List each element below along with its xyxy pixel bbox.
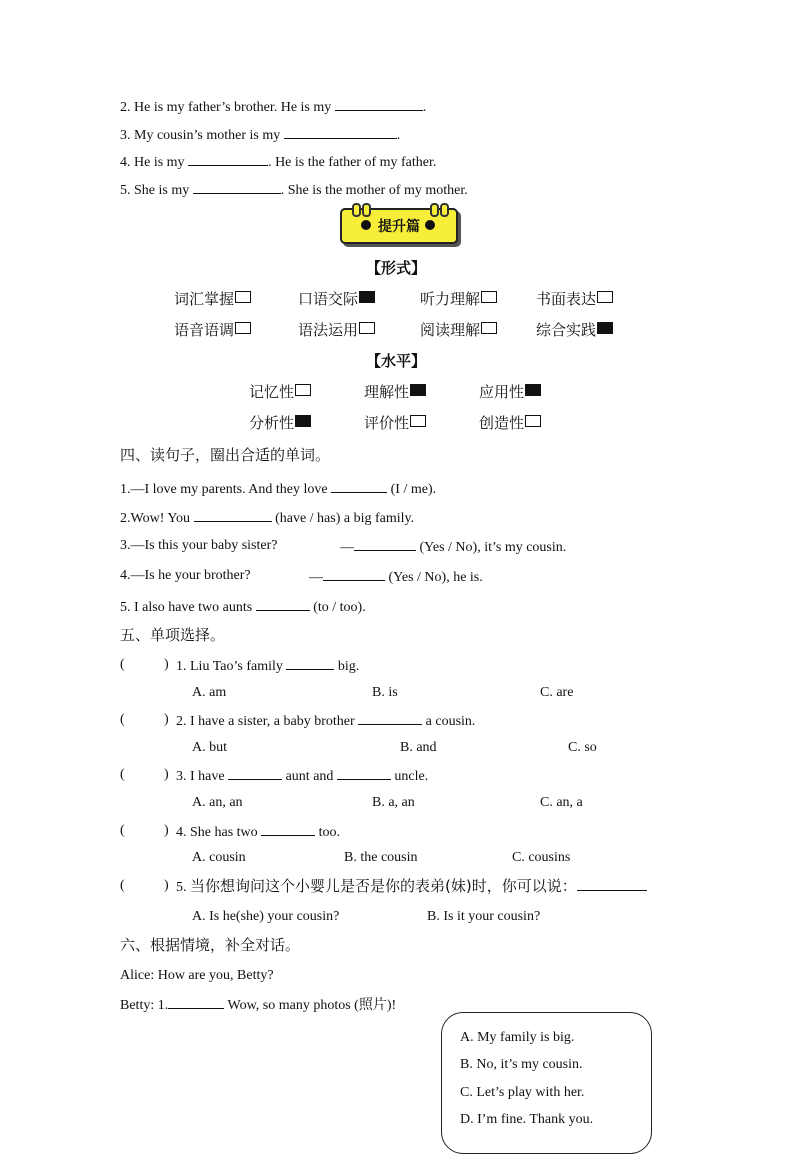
q3-blank[interactable]	[284, 125, 397, 139]
s5-q3-option-c[interactable]: C. an, a	[540, 795, 583, 810]
s5-q2-blank[interactable]	[358, 711, 422, 725]
dialogue-line-1: Alice: How are you, Betty?	[120, 968, 274, 983]
checkbox[interactable]	[597, 291, 613, 303]
q4-blank[interactable]	[188, 152, 268, 166]
checkbox[interactable]	[410, 415, 426, 427]
s5-q2-option-a[interactable]: A. but	[192, 740, 227, 755]
s4-question-1: 1.—I love my parents. And they love (I / me).	[120, 479, 436, 499]
checkbox[interactable]	[597, 322, 613, 334]
dialogue-option-c: C. Let’s play with her.	[460, 1085, 585, 1100]
s4-q5-blank[interactable]	[256, 597, 310, 611]
q5-tail: . She is the mother of my mother.	[280, 183, 468, 198]
checkbox[interactable]	[525, 415, 541, 427]
section-5-title: 五、单项选择。	[120, 626, 226, 644]
answer-paren-open[interactable]: (	[120, 823, 125, 838]
answer-paren-close: )	[164, 657, 169, 672]
dialogue-option-a: A. My family is big.	[460, 1030, 575, 1045]
answer-paren-open[interactable]: (	[120, 878, 125, 893]
checkbox[interactable]	[359, 291, 375, 303]
answer-paren-close: )	[164, 767, 169, 782]
form-item-grammar: 语法运用	[298, 321, 375, 339]
q3-tail: .	[396, 128, 401, 143]
form-heading: 【形式】	[366, 259, 427, 277]
s5-q2-option-c[interactable]: C. so	[568, 740, 597, 755]
level-item-creation: 创造性	[479, 414, 541, 432]
checkbox[interactable]	[525, 384, 541, 396]
question-3-line	[120, 125, 400, 145]
s5-question-3: 3. I have aunt and uncle.	[176, 766, 428, 786]
form-item-practice: 综合实践	[536, 321, 613, 339]
dialogue-blank-1[interactable]	[168, 995, 224, 1009]
form-item-pronunciation: 语音语调	[174, 321, 251, 339]
s4-q4-blank[interactable]	[323, 567, 385, 581]
s5-question-2: 2. I have a sister, a baby brother a cousin.	[176, 711, 475, 731]
s4-question-5: 5. I also have two aunts (to / too).	[120, 597, 366, 617]
q4-tail: . He is the father of my father.	[268, 155, 437, 170]
level-heading: 【水平】	[366, 352, 427, 370]
s5-question-5: 5. 当你想询问这个小婴儿是否是你的表弟(妹)时，你可以说：	[176, 877, 647, 897]
s4-question-2: 2.Wow! You (have / has) a big family.	[120, 508, 414, 528]
answer-paren-close: )	[164, 878, 169, 893]
q3-text: 3. My cousin’s mother is my	[120, 128, 281, 143]
q5-blank[interactable]	[193, 180, 281, 194]
answer-paren-open[interactable]: (	[120, 657, 125, 672]
s5-q5-blank[interactable]	[577, 877, 647, 891]
level-item-application: 应用性	[479, 383, 541, 401]
checkbox[interactable]	[235, 322, 251, 334]
checkbox[interactable]	[481, 322, 497, 334]
section-4-title: 四、读句子，圈出合适的单词。	[120, 446, 331, 464]
section-badge	[340, 208, 458, 244]
s5-q4-blank[interactable]	[261, 822, 315, 836]
checkbox[interactable]	[235, 291, 251, 303]
answer-paren-open[interactable]: (	[120, 712, 125, 727]
s4-question-4-answer: — (Yes / No), he is.	[309, 567, 483, 587]
s5-q4-option-c[interactable]: C. cousins	[512, 850, 571, 865]
s5-q1-option-b[interactable]: B. is	[372, 685, 398, 700]
form-item-vocabulary: 词汇掌握	[174, 290, 251, 308]
s4-q3-blank[interactable]	[354, 537, 416, 551]
q5-text: 5. She is my	[120, 183, 190, 198]
question-4-line	[120, 152, 436, 172]
form-item-writing: 书面表达	[536, 290, 613, 308]
level-item-analysis: 分析性	[249, 414, 311, 432]
section-6-title: 六、根据情境，补全对话。	[120, 936, 301, 954]
s5-q3-blank-2[interactable]	[337, 766, 391, 780]
s4-q1-blank[interactable]	[331, 479, 387, 493]
s5-q5-option-b[interactable]: B. Is it your cousin?	[427, 909, 541, 924]
s4-q2-blank[interactable]	[194, 508, 272, 522]
s5-q3-option-b[interactable]: B. a, an	[372, 795, 415, 810]
s5-q3-option-a[interactable]: A. an, an	[192, 795, 243, 810]
binder-ring-icon	[352, 203, 361, 217]
level-item-evaluation: 评价性	[364, 414, 426, 432]
level-item-understanding: 理解性	[364, 383, 426, 401]
s5-q3-blank-1[interactable]	[228, 766, 282, 780]
answer-paren-close: )	[164, 712, 169, 727]
binder-ring-icon	[440, 203, 449, 217]
form-item-reading: 阅读理解	[420, 321, 497, 339]
binder-ring-icon	[362, 203, 371, 217]
s5-q1-blank[interactable]	[286, 656, 334, 670]
question-2-line	[120, 97, 426, 117]
form-item-listening: 听力理解	[420, 290, 497, 308]
s5-q4-option-a[interactable]: A. cousin	[192, 850, 246, 865]
checkbox[interactable]	[359, 322, 375, 334]
s5-question-4: 4. She has two too.	[176, 822, 340, 842]
options-box	[441, 1012, 652, 1154]
s5-q5-option-a[interactable]: A. Is he(she) your cousin?	[192, 909, 340, 924]
answer-paren-close: )	[164, 823, 169, 838]
badge-label: 提升篇	[378, 219, 420, 235]
s5-q2-option-b[interactable]: B. and	[400, 740, 437, 755]
binder-ring-icon	[430, 203, 439, 217]
checkbox[interactable]	[481, 291, 497, 303]
level-item-memory: 记忆性	[249, 383, 311, 401]
dialogue-option-b: B. No, it’s my cousin.	[460, 1057, 583, 1072]
s4-question-4: 4.—Is he your brother?	[120, 568, 251, 583]
q4-text: 4. He is my	[120, 155, 185, 170]
q2-tail: .	[422, 100, 427, 115]
answer-paren-open[interactable]: (	[120, 767, 125, 782]
s5-q4-option-b[interactable]: B. the cousin	[344, 850, 418, 865]
checkbox[interactable]	[410, 384, 426, 396]
s4-question-3-answer: — (Yes / No), it’s my cousin.	[340, 537, 566, 557]
s5-q1-option-a[interactable]: A. am	[192, 685, 227, 700]
s5-q1-option-c[interactable]: C. are	[540, 685, 574, 700]
s5-question-1: 1. Liu Tao’s family big.	[176, 656, 359, 676]
q2-text: 2. He is my father’s brother. He is my	[120, 100, 332, 115]
question-5-line	[120, 180, 468, 200]
s4-question-3: 3.—Is this your baby sister?	[120, 538, 278, 553]
form-item-speaking: 口语交际	[298, 290, 375, 308]
checkbox[interactable]	[295, 384, 311, 396]
dialogue-option-d: D. I’m fine. Thank you.	[460, 1112, 594, 1127]
q2-blank[interactable]	[335, 97, 423, 111]
dialogue-line-2: Betty: 1. Wow, so many photos (照片)!	[120, 995, 396, 1015]
checkbox[interactable]	[295, 415, 311, 427]
